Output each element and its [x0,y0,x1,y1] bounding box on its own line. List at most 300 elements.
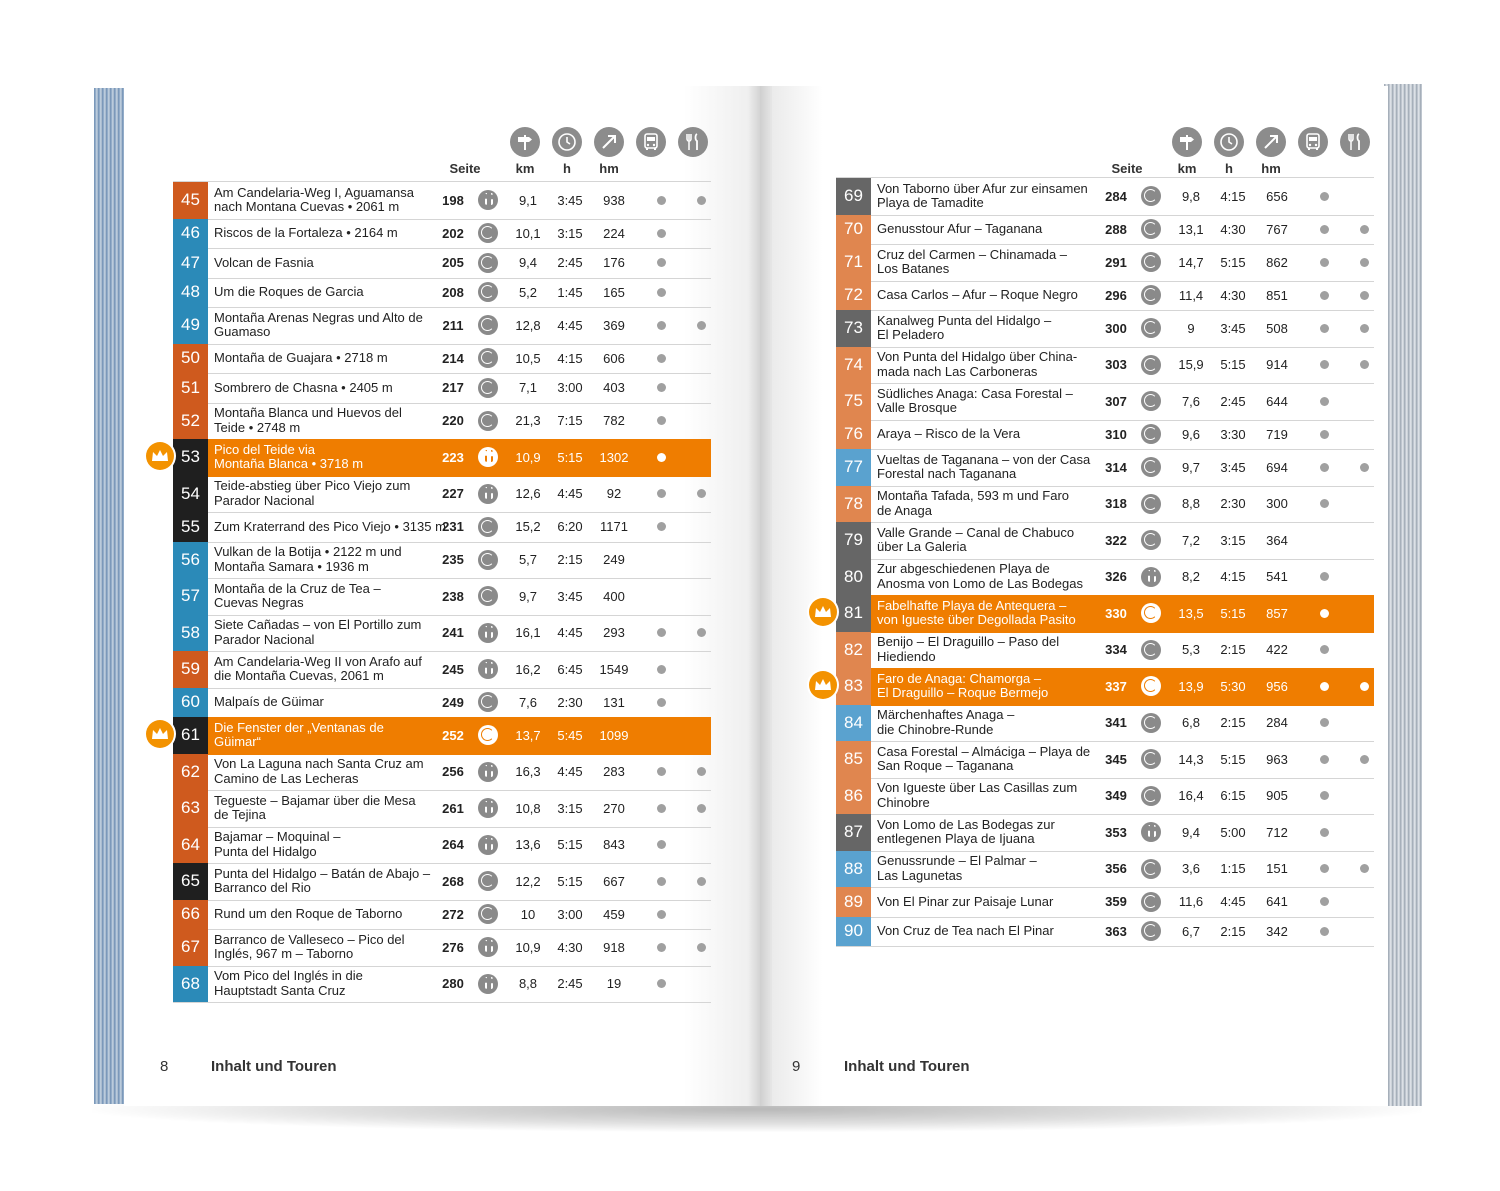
tour-title-line: Teide • 2748 m [214,419,301,435]
elevation-hm: 131 [603,694,625,710]
tour-title-line: Punta del Hidalgo – Batán de Abajo – [214,865,431,881]
tour-title-line: Kanalweg Punta del Hidalgo – [877,312,1052,328]
tour-title [877,595,1092,632]
food-dot [697,196,706,205]
bus-availability [651,966,671,1003]
tour-title-line: Araya – Risco de la Vera [877,426,1021,441]
bus-availability [1314,244,1334,281]
tour-title-line: Punta del Hidalgo [214,843,317,859]
right-header-h: h [1225,161,1233,176]
tour-title-line: Los Batanes [877,261,950,277]
tour-title [877,383,1092,420]
elevation-hm: 782 [603,413,625,429]
tour-row[interactable] [836,778,1374,816]
loop-icon [478,378,498,398]
tour-title-line: Von El Pinar zur Paisaje Lunar [877,893,1054,909]
page-ref: 256 [442,764,464,780]
distance-km: 7,1 [518,380,538,396]
page-ref: 231 [442,519,464,535]
tour-row[interactable] [173,439,711,477]
bus-availability [1314,486,1334,523]
tour-title-line: Cruz del Carmen – Chinamada – [877,246,1068,262]
serpentine-icon [478,659,498,679]
tour-row[interactable] [836,215,1374,246]
loop-trail-icon [476,278,500,308]
tour-title-line: Südliches Anaga: Casa Forestal – [877,385,1073,401]
tour-number: 76 [836,420,871,450]
page-ref: 356 [1105,861,1127,877]
distance-km: 9,6 [1181,426,1201,442]
loop-trail-icon [1139,449,1163,486]
duration-h: 4:15 [1220,569,1246,585]
duration-h: 4:30 [557,939,583,955]
tour-row[interactable] [173,688,711,719]
distance-km: 10,9 [515,939,541,955]
food-availability [1354,595,1374,632]
food-availability [1354,347,1374,384]
tour-row[interactable] [836,595,1374,633]
tour-number: 83 [836,668,871,705]
loop-trail-icon [1139,668,1163,705]
page-ref: 202 [442,225,464,241]
loop-trail-icon [476,900,500,930]
tour-row[interactable] [173,651,711,689]
tour-row[interactable] [173,248,711,279]
food-availability [691,863,711,900]
elevation-hm: 92 [606,486,622,502]
distance-km: 13,1 [1178,221,1204,237]
tour-title-line: Riscos de la Fortaleza • 2164 m [214,225,398,240]
tour-number: 66 [173,900,208,930]
food-availability [691,476,711,513]
serpentine-trail-icon [476,182,500,219]
tour-row[interactable] [836,851,1374,889]
loop-trail-icon [1139,420,1163,450]
tour-title [214,403,429,440]
loop-icon [1141,921,1161,941]
tour-title-line: El Draguillo – Roque Bermejo [877,685,1049,701]
food-availability [691,651,711,688]
distance-km: 9,1 [518,192,538,208]
tour-row[interactable] [836,814,1374,852]
bus-dot [1320,897,1329,906]
bus-availability [651,344,671,374]
loop-trail-icon [1139,383,1163,420]
duration-h: 2:45 [557,976,583,992]
tour-title [877,281,1092,311]
tour-title-line: mada nach Las Carboneras [877,363,1038,379]
food-availability [1354,383,1374,420]
right-page-edges [1384,84,1422,1106]
bus-dot [657,910,666,919]
distance-km: 7,2 [1181,532,1201,548]
tour-row[interactable] [836,522,1374,560]
distance-km: 21,3 [515,413,541,429]
tour-title-line: Montaña Samara • 1936 m [214,558,369,574]
bus-dot [657,943,666,952]
tour-title-line: Montaña de la Cruz de Tea – [214,580,381,596]
serpentine-icon [1141,822,1161,842]
tour-row[interactable] [836,449,1374,487]
loop-icon [1141,676,1161,696]
food-dot [697,877,706,886]
food-availability [1354,632,1374,669]
loop-trail-icon [1139,595,1163,632]
clock-icon [1214,127,1244,157]
tour-title [214,754,429,791]
elevation-hm: 712 [1266,824,1288,840]
loop-icon [1141,603,1161,623]
bus-availability [651,688,671,718]
duration-h: 5:45 [557,727,583,743]
tour-number: 45 [173,182,208,219]
food-dot [697,804,706,813]
page-ref: 341 [1105,715,1127,731]
tour-row[interactable] [173,966,711,1004]
tour-title [877,559,1092,596]
tour-row[interactable] [173,542,711,580]
distance-km: 9,4 [518,255,538,271]
tour-row[interactable] [836,178,1374,216]
elevation-hm: 283 [603,764,625,780]
page-ref: 241 [442,625,464,641]
bus-availability [651,754,671,791]
bus-availability [651,929,671,966]
elevation-hm: 956 [1266,678,1288,694]
tour-title-line: Rund um den Roque de Taborno [214,906,403,921]
bus-availability [1314,741,1334,778]
tour-title-line: Benijo – El Draguillo – Paso del [877,634,1060,650]
distance-km: 5,3 [1181,642,1201,658]
bus-dot [1320,828,1329,837]
distance-km: 14,7 [1178,254,1204,270]
tour-title [214,717,429,754]
tour-row[interactable] [173,344,711,375]
tour-title-line: Hiediendo [877,648,936,664]
elevation-hm: 938 [603,192,625,208]
tour-row[interactable] [173,403,711,441]
tour-number: 56 [173,542,208,579]
tour-row[interactable] [836,887,1374,918]
page-ref: 272 [442,906,464,922]
page-ref: 235 [442,552,464,568]
bus-dot [657,258,666,267]
loop-trail-icon [1139,244,1163,281]
bus-dot [1320,258,1329,267]
distance-km: 9,4 [1181,824,1201,840]
tour-row[interactable] [173,578,711,616]
right-page-number: 9 [792,1058,801,1075]
food-availability [1354,559,1374,596]
left-tour-table [173,181,711,1002]
tour-row[interactable] [836,244,1374,282]
tour-title [877,449,1092,486]
tour-row[interactable] [836,281,1374,312]
food-availability [1354,178,1374,215]
tour-title-line: Guamaso [214,324,271,340]
bus-dot [1320,864,1329,873]
tour-title-line: Parador Nacional [214,631,315,647]
bus-availability [651,373,671,403]
tour-row[interactable] [173,307,711,345]
bus-availability [1314,559,1334,596]
tour-title [214,344,429,374]
tour-title [877,632,1092,669]
loop-icon [1141,786,1161,806]
serpentine-icon [1141,567,1161,587]
left-header-km: km [515,161,535,176]
tour-title-line: Barranco del Rio [214,880,311,896]
elevation-hm: 767 [1266,221,1288,237]
food-availability [691,512,711,542]
elevation-hm: 364 [1266,532,1288,548]
food-availability [691,542,711,579]
bus-availability [1314,851,1334,888]
tour-title-line: Barranco de Valleseco – Pico del [214,931,405,947]
bus-availability [1314,887,1334,917]
loop-trail-icon [1139,741,1163,778]
food-availability [691,966,711,1003]
tour-row[interactable] [173,754,711,792]
food-availability [691,615,711,652]
duration-h: 4:30 [1220,287,1246,303]
elevation-hm: 606 [603,350,625,366]
food-dot [697,943,706,952]
distance-km: 6,8 [1181,715,1201,731]
duration-h: 1:45 [557,284,583,300]
tour-row[interactable] [173,717,711,755]
tour-title-line: Hauptstadt Santa Cruz [214,982,346,998]
tour-row[interactable] [836,559,1374,597]
page-ref: 326 [1105,569,1127,585]
tour-title [877,668,1092,705]
elevation-hm: 176 [603,255,625,271]
bus-dot [657,522,666,531]
tour-number: 65 [173,863,208,900]
loop-icon [1141,494,1161,514]
food-availability [691,827,711,864]
page-ref: 280 [442,976,464,992]
tour-row[interactable] [836,632,1374,670]
loop-trail-icon [1139,851,1163,888]
page-ref: 337 [1105,678,1127,694]
elevation-hm: 151 [1266,861,1288,877]
serpentine-icon [478,623,498,643]
ascent-arrow-icon [1256,127,1286,157]
elevation-hm: 918 [603,939,625,955]
tour-title-line: Genusstour Afur – Taganana [877,221,1043,236]
bus-availability [651,651,671,688]
loop-icon [478,871,498,891]
tour-row[interactable] [836,310,1374,348]
tour-row[interactable] [173,615,711,653]
loop-trail-icon [1139,310,1163,347]
tour-title-line: Die Fenster der „Ventanas de [214,719,384,735]
duration-h: 4:45 [557,486,583,502]
bus-dot [1320,192,1329,201]
distance-km: 3,6 [1181,861,1201,877]
tour-row[interactable] [836,420,1374,451]
elevation-hm: 843 [603,837,625,853]
tour-number: 84 [836,705,871,742]
loop-trail-icon [476,373,500,403]
tour-number: 74 [836,347,871,384]
loop-icon [1141,749,1161,769]
tour-number: 62 [173,754,208,791]
tour-row[interactable] [836,668,1374,706]
food-availability [1354,449,1374,486]
tour-number: 49 [173,307,208,344]
tour-number: 48 [173,278,208,308]
elevation-hm: 694 [1266,459,1288,475]
elevation-hm: 369 [603,317,625,333]
loop-icon [1141,186,1161,206]
tour-number: 70 [836,215,871,245]
tour-number: 64 [173,827,208,864]
distance-km: 12,8 [515,317,541,333]
tour-title-line: Von Taborno über Afur zur einsamen [877,180,1088,196]
tour-title-line: Vom Pico del Inglés in die [214,968,363,984]
tour-row[interactable] [173,512,711,543]
duration-h: 1:15 [1220,861,1246,877]
tour-row[interactable] [173,900,711,931]
tour-title-line: Montaña Blanca und Huevos del [214,405,402,421]
bus-dot [657,979,666,988]
loop-trail-icon [476,578,500,615]
bus-availability [1314,705,1334,742]
tour-number: 58 [173,615,208,652]
tour-number: 47 [173,248,208,278]
tour-row[interactable] [173,476,711,514]
duration-h: 6:20 [557,519,583,535]
tour-title-line: Montaña Blanca • 3718 m [214,456,364,472]
food-dot [697,767,706,776]
tour-title-line: Am Candelaria-Weg II von Arafo auf [214,653,422,669]
loop-icon [1141,892,1161,912]
right-header-hm: hm [1261,161,1281,176]
duration-h: 5:00 [1220,824,1246,840]
page-ref: 334 [1105,642,1127,658]
loop-icon [1141,530,1161,550]
bus-availability [651,717,671,754]
tour-row[interactable] [836,347,1374,385]
distance-km: 8,2 [1181,569,1201,585]
duration-h: 2:15 [1220,715,1246,731]
loop-trail-icon [1139,522,1163,559]
tour-title-line: Von Punta del Hidalgo über China- [877,349,1078,365]
tour-title [214,863,429,900]
duration-h: 4:30 [1220,221,1246,237]
tour-title [877,778,1092,815]
tour-number: 77 [836,449,871,486]
page-ref: 205 [442,255,464,271]
tour-number: 53 [173,439,208,476]
tour-number: 86 [836,778,871,815]
tour-row[interactable] [836,705,1374,743]
page-ref: 211 [442,317,464,333]
tour-row[interactable] [173,863,711,901]
tour-row[interactable] [173,827,711,865]
elevation-hm: 644 [1266,393,1288,409]
tour-row[interactable] [836,486,1374,524]
bus-dot [657,489,666,498]
tour-title [877,851,1092,888]
signpost-icon [510,127,540,157]
tour-row[interactable] [173,790,711,828]
food-dot [1360,463,1369,472]
food-dot [1360,755,1369,764]
tour-title [214,248,429,278]
duration-h: 5:15 [1220,254,1246,270]
bus-availability [1314,814,1334,851]
loop-trail-icon [1139,486,1163,523]
bus-availability [1314,383,1334,420]
duration-h: 6:15 [1220,788,1246,804]
tour-number: 46 [173,219,208,249]
duration-h: 3:45 [1220,320,1246,336]
tour-row[interactable] [173,219,711,250]
tour-title-line: Montaña Tafada, 593 m und Faro [877,488,1069,504]
loop-icon [1141,859,1161,879]
tour-row[interactable] [173,278,711,309]
tour-row[interactable] [836,741,1374,779]
distance-km: 13,5 [1178,605,1204,621]
loop-icon [478,517,498,537]
food-dot [1360,324,1369,333]
distance-km: 5,2 [518,284,538,300]
food-availability [691,182,711,219]
tour-title-line: entlegenen Playa de Ijuana [877,831,1035,847]
food-dot [1360,682,1369,691]
tour-title-line: Volcan de Fasnia [214,254,314,270]
tour-number: 85 [836,741,871,778]
tour-title-line: Faro de Anaga: Chamorga – [877,670,1042,686]
tour-title-line: Inglés, 967 m – Taborno [214,946,354,962]
distance-km: 10 [520,906,536,922]
tour-title-line: Von La Laguna nach Santa Cruz am [214,756,424,772]
food-availability [1354,705,1374,742]
food-availability [691,929,711,966]
duration-h: 4:15 [557,350,583,366]
elevation-hm: 905 [1266,788,1288,804]
loop-icon [1141,713,1161,733]
tour-title [214,688,429,718]
serpentine-trail-icon [1139,559,1163,596]
loop-icon [478,692,498,712]
tour-title-line: Parador Nacional [214,492,315,508]
tour-row[interactable] [173,373,711,404]
serpentine-icon [478,190,498,210]
duration-h: 4:45 [1220,894,1246,910]
tour-title-line: Montaña Arenas Negras und Alto de [214,309,423,325]
page-ref: 264 [442,837,464,853]
duration-h: 4:45 [557,625,583,641]
bus-dot [1320,397,1329,406]
loop-icon [1141,252,1161,272]
tour-title-line: Um die Roques de Garcia [214,284,364,299]
tour-row[interactable] [173,929,711,967]
bus-availability [1314,917,1334,947]
tour-number: 80 [836,559,871,596]
tour-row[interactable] [836,383,1374,421]
elevation-hm: 284 [1266,715,1288,731]
tour-row[interactable] [836,917,1374,948]
tour-number: 61 [173,717,208,754]
food-availability [691,373,711,403]
tour-row[interactable] [173,182,711,220]
tour-number: 59 [173,651,208,688]
page-ref: 310 [1105,426,1127,442]
